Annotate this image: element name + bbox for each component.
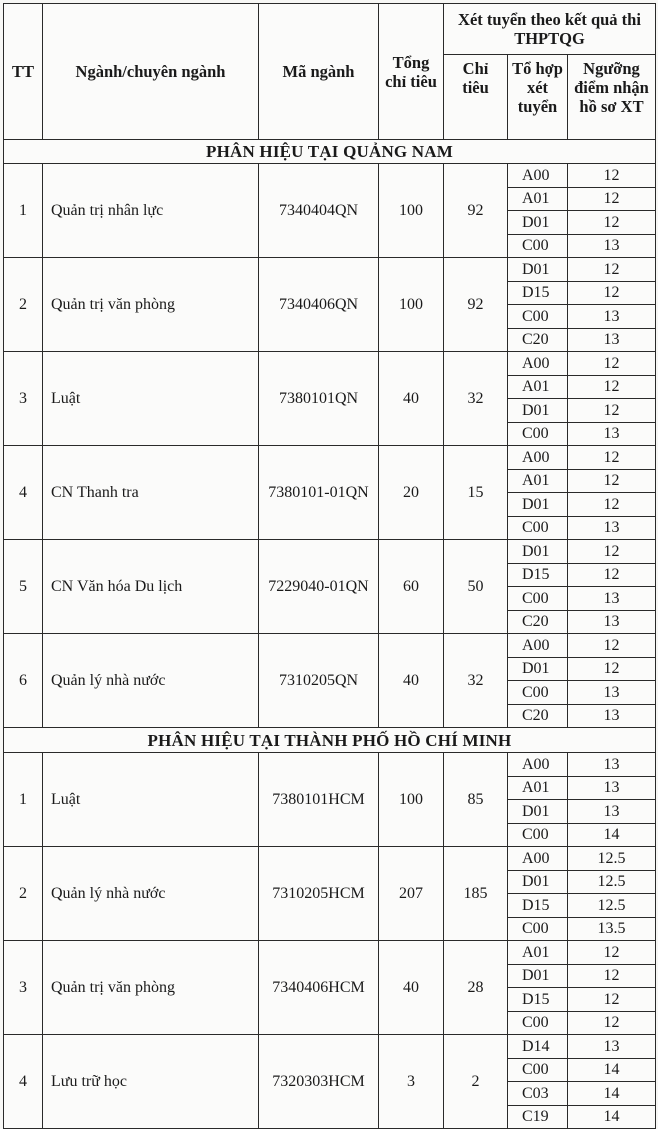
subject-combination: C00	[508, 305, 568, 329]
major-name: Quản lý nhà nước	[43, 634, 259, 728]
threshold-score: 12	[568, 540, 656, 564]
threshold-score: 13	[568, 681, 656, 705]
threshold-score: 13	[568, 776, 656, 800]
total-quota: 40	[379, 941, 444, 1035]
total-quota: 40	[379, 352, 444, 446]
threshold-score: 12	[568, 164, 656, 188]
threshold-score: 12	[568, 187, 656, 211]
subject-combination: C00	[508, 681, 568, 705]
header-total-quota: Tổng chỉ tiêu	[379, 4, 444, 140]
threshold-score: 12	[568, 988, 656, 1012]
threshold-score: 12	[568, 352, 656, 376]
subject-combination: C00	[508, 1058, 568, 1082]
subject-combination: C00	[508, 587, 568, 611]
header-code: Mã ngành	[259, 4, 379, 140]
subject-combination: D15	[508, 988, 568, 1012]
threshold-score: 13	[568, 422, 656, 446]
subject-combination: D01	[508, 258, 568, 282]
threshold-score: 12	[568, 258, 656, 282]
threshold-score: 12	[568, 563, 656, 587]
threshold-score: 12	[568, 964, 656, 988]
subject-combination: D15	[508, 281, 568, 305]
thptqg-quota: 32	[444, 352, 508, 446]
subject-combination: C00	[508, 823, 568, 847]
subject-combination: C00	[508, 516, 568, 540]
threshold-score: 12	[568, 211, 656, 235]
major-name: Luật	[43, 352, 259, 446]
total-quota: 40	[379, 634, 444, 728]
subject-combination: C20	[508, 328, 568, 352]
table-body	[4, 140, 656, 1129]
subject-combination: C20	[508, 704, 568, 728]
subject-combination: A01	[508, 469, 568, 493]
major-code: 7340406HCM	[259, 941, 379, 1035]
threshold-score: 12	[568, 469, 656, 493]
subject-combination: C00	[508, 1011, 568, 1035]
major-code: 7310205HCM	[259, 847, 379, 941]
total-quota: 60	[379, 540, 444, 634]
major-name: Quản trị văn phòng	[43, 941, 259, 1035]
total-quota: 20	[379, 446, 444, 540]
table-row	[4, 941, 656, 965]
threshold-score: 14	[568, 1058, 656, 1082]
threshold-score: 13	[568, 305, 656, 329]
subject-combination: D01	[508, 399, 568, 423]
subject-combination: D15	[508, 894, 568, 918]
total-quota: 3	[379, 1035, 444, 1129]
threshold-score: 12	[568, 1011, 656, 1035]
subject-combination: A01	[508, 375, 568, 399]
subject-combination: A00	[508, 164, 568, 188]
subject-combination: A01	[508, 187, 568, 211]
threshold-score: 14	[568, 823, 656, 847]
row-number: 6	[4, 634, 43, 728]
major-code: 7340404QN	[259, 164, 379, 258]
threshold-score: 13	[568, 516, 656, 540]
table-row	[4, 258, 656, 282]
threshold-score: 13	[568, 610, 656, 634]
thptqg-quota: 32	[444, 634, 508, 728]
subject-combination: D01	[508, 870, 568, 894]
major-code: 7229040-01QN	[259, 540, 379, 634]
table-row	[4, 164, 656, 188]
total-quota: 100	[379, 258, 444, 352]
admission-table-document	[3, 3, 655, 1129]
row-number: 4	[4, 446, 43, 540]
subject-combination: A00	[508, 634, 568, 658]
major-code: 7320303HCM	[259, 1035, 379, 1129]
section-title: PHÂN HIỆU TẠI THÀNH PHỐ HỒ CHÍ MINH	[4, 728, 656, 753]
thptqg-quota: 92	[444, 258, 508, 352]
subject-combination: A00	[508, 847, 568, 871]
subject-combination: C00	[508, 917, 568, 941]
major-code: 7340406QN	[259, 258, 379, 352]
thptqg-quota: 50	[444, 540, 508, 634]
header-threshold: Ngưỡng điểm nhận hồ sơ XT	[568, 55, 656, 140]
threshold-score: 13	[568, 800, 656, 824]
subject-combination: D15	[508, 563, 568, 587]
threshold-score: 13	[568, 328, 656, 352]
total-quota: 100	[379, 753, 444, 847]
threshold-score: 14	[568, 1082, 656, 1106]
table-row	[4, 1035, 656, 1059]
subject-combination: A00	[508, 446, 568, 470]
thptqg-quota: 85	[444, 753, 508, 847]
major-name: Quản trị nhân lực	[43, 164, 259, 258]
row-number: 1	[4, 753, 43, 847]
table-row	[4, 446, 656, 470]
subject-combination: C19	[508, 1105, 568, 1129]
major-name: Lưu trữ học	[43, 1035, 259, 1129]
table-row	[4, 352, 656, 376]
row-number: 2	[4, 847, 43, 941]
subject-combination: D01	[508, 540, 568, 564]
header-major: Ngành/chuyên ngành	[43, 4, 259, 140]
threshold-score: 12	[568, 446, 656, 470]
subject-combination: D01	[508, 964, 568, 988]
table-row	[4, 540, 656, 564]
row-number: 1	[4, 164, 43, 258]
threshold-score: 12	[568, 493, 656, 517]
subject-combination: D01	[508, 211, 568, 235]
threshold-score: 12	[568, 375, 656, 399]
subject-combination: D01	[508, 657, 568, 681]
subject-combination: A01	[508, 776, 568, 800]
thptqg-quota: 2	[444, 1035, 508, 1129]
subject-combination: D01	[508, 800, 568, 824]
major-code: 7380101HCM	[259, 753, 379, 847]
subject-combination: A01	[508, 941, 568, 965]
table-row	[4, 847, 656, 871]
threshold-score: 14	[568, 1105, 656, 1129]
major-code: 7380101QN	[259, 352, 379, 446]
table-row	[4, 634, 656, 658]
thptqg-quota: 15	[444, 446, 508, 540]
major-name: CN Văn hóa Du lịch	[43, 540, 259, 634]
threshold-score: 12	[568, 634, 656, 658]
threshold-score: 13	[568, 753, 656, 777]
threshold-score: 12.5	[568, 870, 656, 894]
thptqg-quota: 185	[444, 847, 508, 941]
header-combination: Tổ hợp xét tuyển	[508, 55, 568, 140]
row-number: 2	[4, 258, 43, 352]
section-header-row	[4, 140, 656, 164]
total-quota: 100	[379, 164, 444, 258]
threshold-score: 12	[568, 281, 656, 305]
header-tt: TT	[4, 4, 43, 140]
major-name: Luật	[43, 753, 259, 847]
subject-combination: C03	[508, 1082, 568, 1106]
major-code: 7380101-01QN	[259, 446, 379, 540]
thptqg-quota: 92	[444, 164, 508, 258]
subject-combination: D14	[508, 1035, 568, 1059]
threshold-score: 13	[568, 234, 656, 258]
threshold-score: 13	[568, 587, 656, 611]
subject-combination: C00	[508, 422, 568, 446]
subject-combination: A00	[508, 753, 568, 777]
major-name: CN Thanh tra	[43, 446, 259, 540]
section-title: PHÂN HIỆU TẠI QUẢNG NAM	[4, 140, 656, 164]
header-quota: Chỉ tiêu	[444, 55, 508, 140]
row-number: 5	[4, 540, 43, 634]
header-group-thptqg: Xét tuyển theo kết quả thi THPTQG	[444, 4, 656, 55]
table-row	[4, 753, 656, 777]
admission-quota-table	[3, 3, 656, 1129]
major-name: Quản lý nhà nước	[43, 847, 259, 941]
subject-combination: D01	[508, 493, 568, 517]
subject-combination: A00	[508, 352, 568, 376]
subject-combination: C00	[508, 234, 568, 258]
row-number: 4	[4, 1035, 43, 1129]
threshold-score: 12	[568, 399, 656, 423]
threshold-score: 12	[568, 657, 656, 681]
total-quota: 207	[379, 847, 444, 941]
threshold-score: 13	[568, 1035, 656, 1059]
threshold-score: 12	[568, 941, 656, 965]
threshold-score: 13.5	[568, 917, 656, 941]
subject-combination: C20	[508, 610, 568, 634]
major-code: 7310205QN	[259, 634, 379, 728]
threshold-score: 13	[568, 704, 656, 728]
threshold-score: 12.5	[568, 847, 656, 871]
thptqg-quota: 28	[444, 941, 508, 1035]
row-number: 3	[4, 941, 43, 1035]
threshold-score: 12.5	[568, 894, 656, 918]
major-name: Quản trị văn phòng	[43, 258, 259, 352]
row-number: 3	[4, 352, 43, 446]
section-header-row	[4, 728, 656, 753]
